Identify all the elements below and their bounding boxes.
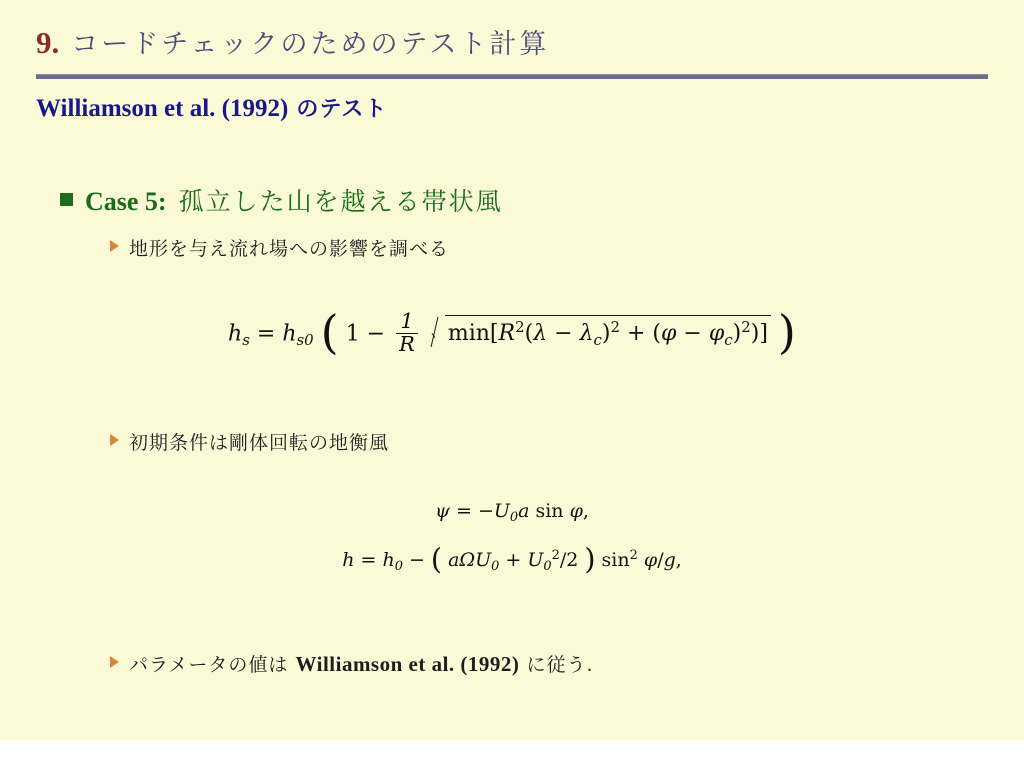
list-item-label: 初期条件は剛体回転の地衡風 bbox=[129, 432, 390, 454]
equation-topography-height: $h_s = h_{s0}$ ( 1 − $\frac{1}{R}$ $\min[R^2(\lambda - \lambda_c)^2 + (\varphi - \varphi_c)^2)$] ) bbox=[228, 304, 796, 359]
paren-close: ) bbox=[584, 543, 596, 577]
subtitle-jp: のテスト bbox=[296, 97, 388, 122]
equation-streamfunction: $\psi = -U_0a$ sin φ, bbox=[435, 500, 589, 526]
list-item bbox=[110, 428, 389, 455]
case-description: 孤立した山を越える帯状風 bbox=[178, 187, 503, 216]
triangle-bullet-icon bbox=[110, 240, 119, 252]
title-number: 9. bbox=[36, 25, 60, 60]
fraction-one-over-r: $\frac{1}{R}$ bbox=[396, 311, 418, 356]
slide-title bbox=[36, 22, 988, 61]
list-item-label: 地形を与え流れ場への影響を調べる bbox=[129, 238, 450, 260]
slide-subtitle bbox=[36, 92, 387, 123]
square-root: $\min[R^2(\lambda - \lambda_c)^2 + (\varphi - \varphi_c)^2)$] bbox=[431, 313, 771, 349]
paren-open: ( bbox=[320, 304, 339, 359]
list-item-text-pre: パラメータの値は bbox=[129, 654, 289, 676]
list-item bbox=[110, 234, 449, 261]
list-item bbox=[110, 650, 594, 677]
list-item-label bbox=[129, 650, 594, 677]
list-item-text-post: に従う. bbox=[526, 654, 594, 676]
case-heading bbox=[60, 182, 503, 218]
equation-height-field: $h = h_0$ − ( $a\Omega U_0 + U_0^2/2$ ) $\sin^2 \varphi/g$, bbox=[342, 543, 682, 577]
title-text: コードチェックのためのテスト計算 bbox=[71, 29, 550, 60]
square-bullet-icon bbox=[60, 193, 73, 206]
paren-open: ( bbox=[430, 543, 443, 577]
paren-close: ) bbox=[777, 304, 796, 359]
list-item-reference: Williamson et al. (1992) bbox=[295, 652, 520, 676]
case-label: Case 5: bbox=[85, 187, 167, 216]
slide-footer-bar bbox=[0, 740, 1024, 768]
triangle-bullet-icon bbox=[110, 656, 119, 668]
subtitle-reference: Williamson et al. (1992) bbox=[36, 95, 289, 122]
title-divider bbox=[36, 74, 988, 79]
triangle-bullet-icon bbox=[110, 434, 119, 446]
